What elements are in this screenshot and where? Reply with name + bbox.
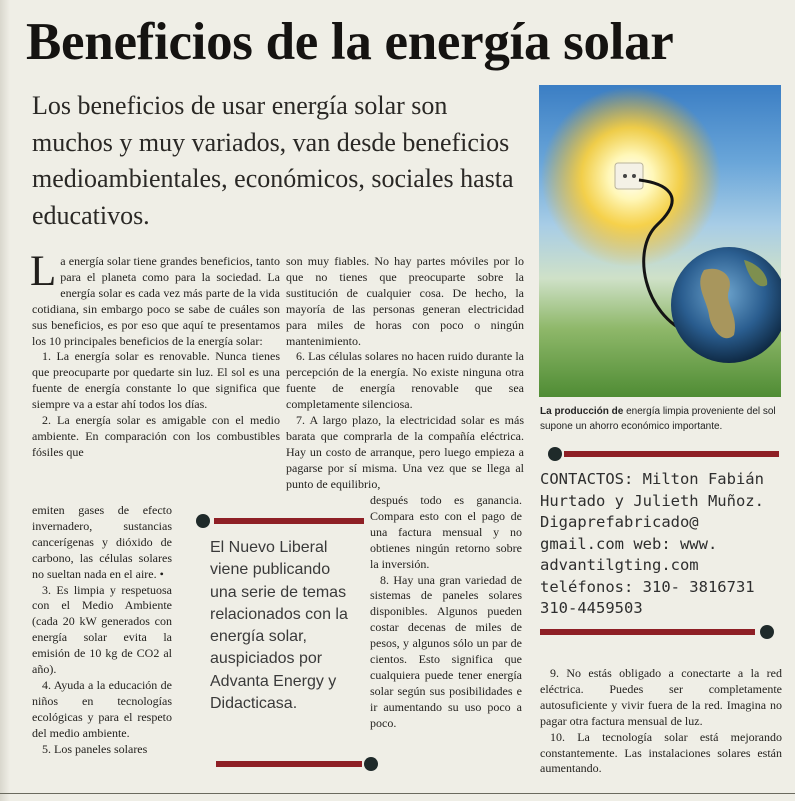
rule-dot: [364, 757, 378, 771]
rule-dot: [548, 447, 562, 461]
divider-rule: [214, 518, 364, 524]
benefit-6: 6. Las células solares no hacen ruido durante la percepción de la energía. No existe ninguna otra fuente de energía renovable que sea completamente silenciosa.: [286, 349, 524, 412]
column-2: [286, 254, 524, 493]
caption-bold: La producción de: [540, 406, 624, 417]
divider-rule: [564, 451, 779, 457]
benefit-9: 9. No estás obligado a conectarte a la red eléctrica. Puedes ser completamente autosuficiente y vivir fuera de la red. Imagina no pagar otra factura mensual de luz.: [540, 666, 782, 728]
promo-box: El Nuevo Liberal viene publicando una serie de temas relacionados con la energía solar, auspiciados por Advanta Energy y Didacticasa.: [210, 539, 348, 713]
benefit-5: 5. Los paneles solares: [42, 741, 148, 756]
article-deck: Los beneficios de usar energía solar son muchos y muy variados, van desde beneficios medioambientales, económicos, sociales hasta educativos.: [32, 91, 514, 230]
benefit-10: 10. La tecnología solar está mejorando constantemente. Las instalaciones solares están aumentando.: [540, 729, 782, 776]
divider-rule: [540, 629, 755, 635]
intro-paragraph: a energía solar tiene grandes beneficios, tanto para el planeta como para la sociedad. La energía solar es cada vez más parte de la vida cotidiana, sin embargo poco se sabe de cuáles son sus beneficios, es por eso que aquí te presentamos los 10 principales beneficios de la energía solar:: [32, 254, 280, 348]
wall-socket: [615, 163, 643, 189]
column-1: [30, 248, 280, 461]
solar-plug-globe-image: [539, 85, 781, 397]
rule-dot: [760, 625, 774, 639]
article-title: Beneficios de la energía solar: [26, 13, 674, 71]
photo-caption: [540, 404, 782, 434]
column-3: [540, 666, 782, 777]
divider-rule: [216, 761, 362, 767]
solar-illustration: [539, 85, 781, 397]
benefit-7: 7. A largo plazo, la electricidad solar es más barata que comprarla de la compañía eléctrica. Hay un costo de arranque, pero luego empieza a pagarse por sí misma. Una vez que se llega al punto de equilibrio,: [286, 413, 524, 491]
benefit-2-cont: emiten gases de efecto invernadero, sustancias cancerígenas y dióxido de carbono, las células solares no sueltan nada en el aire. •: [32, 503, 172, 581]
rule-dot: [196, 514, 210, 528]
drop-cap: L: [30, 248, 57, 295]
benefit-3: 3. Es limpia y respetuosa con el Medio Ambiente (cada 20 kW generados con energía solar evita la emisión de 10 kg de CO2 al año).: [32, 582, 172, 677]
benefit-1: 1. La energía solar es renovable. Nunca tienes que preocuparte por quedarte sin luz. El sol es una fuente de energía constante lo que significa que siempre va a estar ahí todos los días.: [32, 349, 280, 412]
benefit-2: 2. La energía solar es amigable con el medio ambiente. En comparación con los combustibles fósiles que: [32, 413, 280, 459]
benefit-8: 8. Hay una gran variedad de sistemas de paneles solares disponibles. Algunos pueden costar decenas de miles de pesos, y algunos sólo un par de cientos. Esto significa que cualquiera puede tener energía solar según sus posibilidades e ir aumentando su uso poco a poco.: [370, 572, 522, 730]
contacts-block: CONTACTOS: Milton Fabián Hurtado y Julieth Muñoz. Digaprefabricado@ gmail.com web: www. advantilgting.com teléfonos: 310- 3816731 310-4459503: [540, 470, 764, 617]
benefit-5-cont: son muy fiables. No hay partes móviles por lo que no tienes que preocuparte sobre la sustitución de cualquier cosa. De hecho, la mayoría de las personas generan electricidad para miles de horas con poco o ningún mantenimiento.: [286, 254, 524, 348]
benefit-7-cont: después todo es ganancia. Compara esto con el pago de una factura mensual y no obtienes ningún retorno sobre la inversión.: [370, 493, 522, 571]
caption-text: energía limpia proveniente del sol supone un ahorro económico importante.: [540, 406, 776, 432]
page-bottom-line: [0, 793, 795, 794]
column-2-narrow: [370, 493, 522, 732]
benefit-4: 4. Ayuda a la educación de niños en tecnologías ecológicas y para el respeto del medio ambiente.: [32, 677, 172, 740]
paper-edge: [0, 0, 10, 801]
column-1-narrow: [32, 503, 172, 758]
